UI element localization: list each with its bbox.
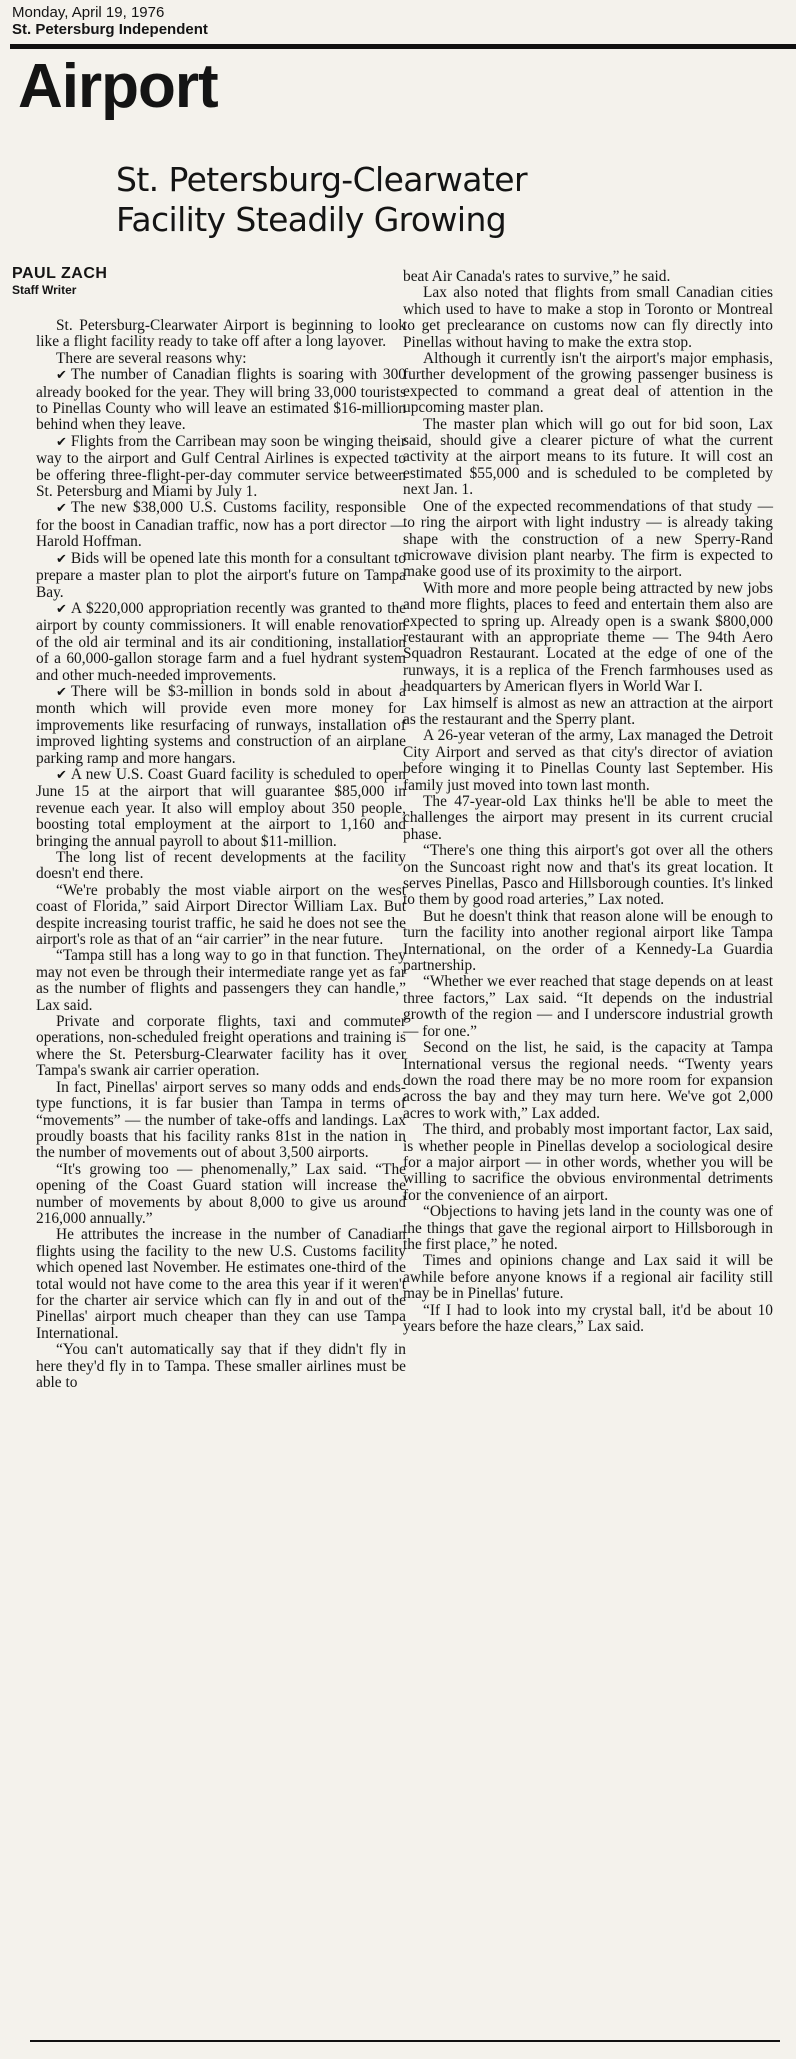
paragraph (36, 1014, 406, 1080)
author-role: Staff Writer (12, 283, 77, 297)
paragraph-text: The 47-year-old Lax thinks he'll be able to meet the challenges the airport may present in its current crucial phase. (403, 793, 773, 843)
check-mark-icon: ✔ (56, 368, 67, 384)
check-mark-icon: ✔ (56, 434, 67, 450)
paragraph (403, 285, 773, 351)
paragraph (403, 696, 773, 729)
paragraph-text: Lax himself is almost as new an attraction at the airport as the restaurant and the Sperry plant. (403, 694, 773, 728)
paragraph-text: “You can't automatically say that if they didn't fly in here they'd fly in to Tampa. These smaller airlines must be able to (36, 1341, 406, 1391)
paragraph (403, 417, 773, 499)
paragraph (36, 767, 406, 850)
top-rule (10, 44, 796, 49)
paragraph-text: “Whether we ever reached that stage depends on at least three factors,” Lax said. “It depends on the industrial growth of the region — and I underscore industrial growth — for one.” (403, 973, 773, 1040)
paragraph (36, 684, 406, 767)
section-title: Airport (18, 52, 218, 121)
paragraph (403, 1253, 773, 1302)
paragraph (36, 1162, 406, 1228)
paragraph-text: “We're probably the most viable airport on the west coast of Florida,” said Airport Director William Lax. But despite increasing tourist traffic, he said he does not see the airport's role as that of an “air carrier” in the near future. (36, 881, 406, 949)
paragraph (36, 367, 406, 434)
paragraph-text: The new $38,000 U.S. Customs facility, responsible for the boost in Canadian traffic, now has a port director — Harold Hoffman. (36, 499, 406, 551)
paragraph-text: A 26-year veteran of the army, Lax managed the Detroit City Airport and served as that city's director of aviation before winging it to Pinellas County last September. His family just moved into town last month. (403, 727, 773, 794)
paragraph (36, 1227, 406, 1342)
paragraph (36, 318, 406, 351)
headline-line-2: Facility Steadily Growing (116, 200, 507, 239)
article-column-right (403, 269, 773, 1335)
paragraph (36, 948, 406, 1014)
author-name: PAUL ZACH (12, 265, 108, 282)
paragraph-text: The third, and probably most important factor, Lax said, is whether people in Pinellas develop a sociological desire for a major airport — in other words, whether you will be willing to sacrifice the obvious environmental detriments for the convenience of an airport. (403, 1121, 773, 1204)
paragraph-text: Lax also noted that flights from small Canadian cities which used to have to make a stop in Toronto or Montreal to get preclearance on customs now can fly directly into Pinellas without having to make the extra stop. (403, 284, 773, 351)
paragraph (403, 1122, 773, 1204)
paragraph (36, 434, 406, 501)
paragraph-text: But he doesn't think that reason alone will be enough to turn the facility into another regional airport like Tampa International, on the order of a Kennedy-La Guardia partnership. (403, 907, 773, 975)
paragraph (403, 1204, 773, 1253)
paragraph-text: “Tampa still has a long way to go in that function. They may not even be through their intermediate range yet as far as the number of flights and passengers they can handle,” Lax said. (36, 947, 406, 1014)
check-mark-icon: ✔ (56, 684, 67, 700)
paragraph (403, 581, 773, 696)
paragraph (403, 843, 773, 909)
paragraph (403, 909, 773, 975)
check-mark-icon: ✔ (56, 551, 67, 567)
headline-line-1: St. Petersburg-Clearwater (116, 160, 527, 199)
paragraph (36, 500, 406, 550)
publication-date: Monday, April 19, 1976 (12, 4, 165, 21)
check-mark-icon: ✔ (56, 767, 67, 783)
paragraph (403, 728, 773, 794)
paragraph-text: One of the expected recommendations of that study — to ring the airport with light industry — is already taking shape with the construction of a new Sperry-Rand microwave division plant nearby. The firm is expected to make good use of its proximity to the airport. (403, 497, 773, 581)
paragraph (36, 1342, 406, 1391)
paragraph (403, 974, 773, 1040)
paragraph-text: “There's one thing this airport's got over all the others on the Suncoast right now and that's its great location. It serves Pinellas, Pasco and Hillsborough counties. It's linked to them by good road arteries,” Lax noted. (403, 842, 773, 909)
paragraph-text: Flights from the Carribean may soon be winging their way to the airport and Gulf Central Airlines is expected to be offering three-flight-per-day commuter service between St. Petersburg and Miami by July 1. (36, 432, 406, 501)
paragraph (403, 794, 773, 843)
paragraph-text: Bids will be opened late this month for a consultant to prepare a master plan to plot the airport's future on Tampa Bay. (36, 549, 406, 601)
paragraph-text: There are several reasons why: (56, 349, 247, 367)
paragraph-text: “It's growing too — phenomenally,” Lax said. “The opening of the Coast Guard station will increase the number of movements by about 8,000 to give us around 216,000 annually.” (36, 1160, 406, 1227)
paragraph (36, 601, 406, 684)
paragraph-text: With more and more people being attracted by new jobs and more flights, places to feed and entertain them also are expected to spring up. Already open is a swank $800,000 restaurant with an appropriate theme — The 94th Aero Squadron Restaurant. Located at the edge of one of the runways, it is a replica of the French farmhouses used as headquarters by American flyers in World War I. (403, 579, 773, 696)
paragraph-text: Second on the list, he said, is the capacity at Tampa International versus the regional needs. “Twenty years down the road there may be no more room for expansion across the bay and they may turn here. We've got 2,000 acres to work with,” Lax added. (403, 1039, 773, 1122)
publication-name: St. Petersburg Independent (12, 21, 208, 38)
paragraph-text: Private and corporate flights, taxi and commuter operations, non-scheduled freight operations and training is where the St. Petersburg-Clearwater facility has it over Tampa's swank air carrier operation. (36, 1013, 406, 1080)
paragraph-text: “If I had to look into my crystal ball, it'd be about 10 years before the haze clears,” Lax said. (403, 1301, 773, 1335)
paragraph-text: The number of Canadian flights is soaring with 300 already booked for the year. They will bring 33,000 tourists to Pinellas County who will leave an estimated $16-million behind when they leave. (36, 366, 406, 434)
paragraph-text: In fact, Pinellas' airport serves so many odds and ends-type functions, it is far busier than Tampa in terms of “movements” — the number of take-offs and landings. Lax proudly boasts that his facility ranks 81st in the nation in the number of movements out of about 3,500 airports. (36, 1078, 406, 1162)
paragraph (36, 351, 406, 367)
paragraph (403, 499, 773, 581)
check-mark-icon: ✔ (56, 501, 67, 517)
paragraph-text: The master plan which will go out for bid soon, Lax said, should give a clearer picture of what the current activity at the airport means to its future. It will cost an estimated $55,000 and is scheduled to be completed by next Jan. 1. (403, 415, 773, 499)
paragraph-text: “Objections to having jets land in the county was one of the things that gave the regional airport to Hillsborough in the first place,” he noted. (403, 1203, 773, 1253)
bottom-rule (30, 2040, 780, 2042)
paragraph-text: Although it currently isn't the airport's major emphasis, further development of the growing passenger business is expected to command a great deal of attention in the upcoming master plan. (403, 350, 773, 417)
paragraph-text: Times and opinions change and Lax said it will be awhile before anyone knows if a regional air facility still may be in Pinellas' future. (403, 1252, 773, 1303)
paragraph-text: beat Air Canada's rates to survive,” he said. (403, 268, 671, 285)
article-column-left (36, 318, 406, 1391)
headline (116, 160, 736, 240)
paragraph (36, 883, 406, 949)
paragraph (36, 551, 406, 601)
paragraph (403, 1040, 773, 1122)
paragraph (403, 1303, 773, 1336)
paragraph (403, 269, 773, 285)
paragraph-text: He attributes the increase in the number of Canadian flights using the facility to the new U.S. Customs facility which opened last November. He estimates one-third of the total would not have come to the area this year if it weren't for the charter air service which can fly in and out of the Pinellas' airport much cheaper than they can use Tampa International. (36, 1226, 406, 1342)
check-mark-icon: ✔ (56, 601, 67, 617)
paragraph (403, 351, 773, 417)
paragraph-text: The long list of recent developments at the facility doesn't end there. (36, 849, 406, 883)
paragraph-text: St. Petersburg-Clearwater Airport is beginning to look like a flight facility ready to take off after a long layover. (36, 317, 406, 351)
byline (12, 265, 107, 299)
paragraph (36, 850, 406, 883)
dateline (12, 4, 392, 38)
paragraph-text: There will be $3-million in bonds sold in about a month which will provide even more money for improvements like resurfacing of runways, installation of improved lighting systems and construction of an airplane parking ramp and more hangars. (36, 682, 406, 767)
paragraph-text: A new U.S. Coast Guard facility is scheduled to open June 15 at the airport that will guarantee $85,000 in revenue each year. It also will employ about 350 people, boosting total employment at the airport to 1,160 and bringing the annual payroll to about $11-million. (36, 765, 406, 850)
paragraph (36, 1080, 406, 1162)
paragraph-text: A $220,000 appropriation recently was granted to the airport by county commissioners. It will enable renovation of the old air terminal and its air conditioning, installation of a 60,000-gallon storage farm and a fuel hydrant system and other much-needed improvements. (36, 599, 406, 684)
